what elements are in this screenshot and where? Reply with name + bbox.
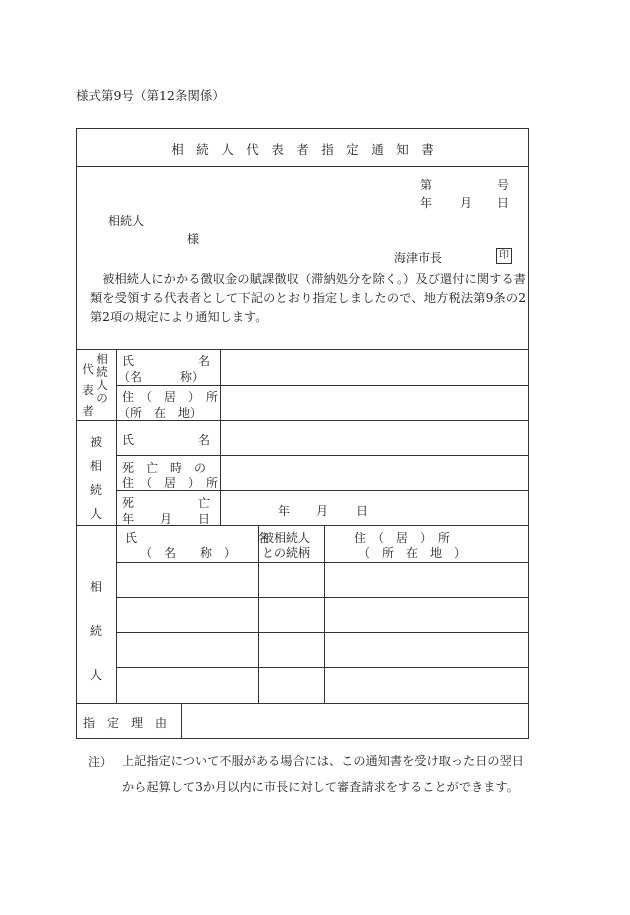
number-suffix: 号 <box>497 178 510 192</box>
representative-section-label: 代表者 相続人の <box>82 352 108 418</box>
form-number: 様式第9号（第12条関係） <box>76 88 225 103</box>
date-year: 年 <box>420 196 433 210</box>
seal-box: 印 <box>496 248 512 264</box>
death-year: 年 <box>278 504 291 518</box>
date-month: 月 <box>460 196 473 210</box>
death-month: 月 <box>316 504 329 518</box>
deceased-address-label-1: 死 亡 時 の <box>122 461 207 475</box>
deceased-address-label-2: 住 （ 居 ） 所 <box>122 476 219 490</box>
heirs-col-name-2: （ 名 称 ） <box>140 546 237 560</box>
heirs-col-address-2: （ 所 在 地 ） <box>358 546 467 560</box>
rep-name-sublabel: （名 称） <box>118 370 204 384</box>
note-text: 上記指定について不服がある場合には、この通知書を受け取った日の翌日から起算して3か月以内に市長に対して審査請求をすることができます。 <box>122 754 524 794</box>
recipient-label: 相続人 <box>108 214 145 228</box>
form-title: 相 続 人 代 表 者 指 定 通 知 書 <box>171 142 434 157</box>
deceased-name-label: 氏 名 <box>122 433 210 447</box>
date-day: 日 <box>497 196 510 210</box>
reason-label: 指 定 理 由 <box>83 716 168 730</box>
death-day: 日 <box>356 504 369 518</box>
heirs-col-address-1: 住 （ 居 ） 所 <box>354 531 451 545</box>
rep-address-label: 住 （ 居 ） 所 <box>122 390 219 404</box>
heirs-col-relation-1: 被相続人 <box>262 531 311 545</box>
body-text: 被相続人にかかる徴収金の賦課徴収（滞納処分を除く。）及び還付に関する書類を受領する代表者として下記のとおり指定しましたので、地方税法第9条の2第2項の規定により通知します。 <box>90 272 526 324</box>
issuer: 海津市長 <box>394 251 443 265</box>
death-date-label-2: 年 月 日 <box>122 512 210 526</box>
rep-address-sublabel: （所 在 地） <box>118 406 203 420</box>
heirs-section-label: 相続人 <box>89 580 102 682</box>
deceased-section-label: 被相続人 <box>89 435 102 521</box>
heirs-col-relation-2: との続柄 <box>262 546 311 560</box>
death-date-label-1: 死 亡 <box>122 496 210 510</box>
number-prefix: 第 <box>420 178 433 192</box>
heirs-col-name-1: 氏 名 <box>125 531 270 545</box>
rep-name-label: 氏 名 <box>122 354 210 368</box>
note-label: 注） <box>88 755 113 769</box>
honorific: 様 <box>187 232 200 246</box>
